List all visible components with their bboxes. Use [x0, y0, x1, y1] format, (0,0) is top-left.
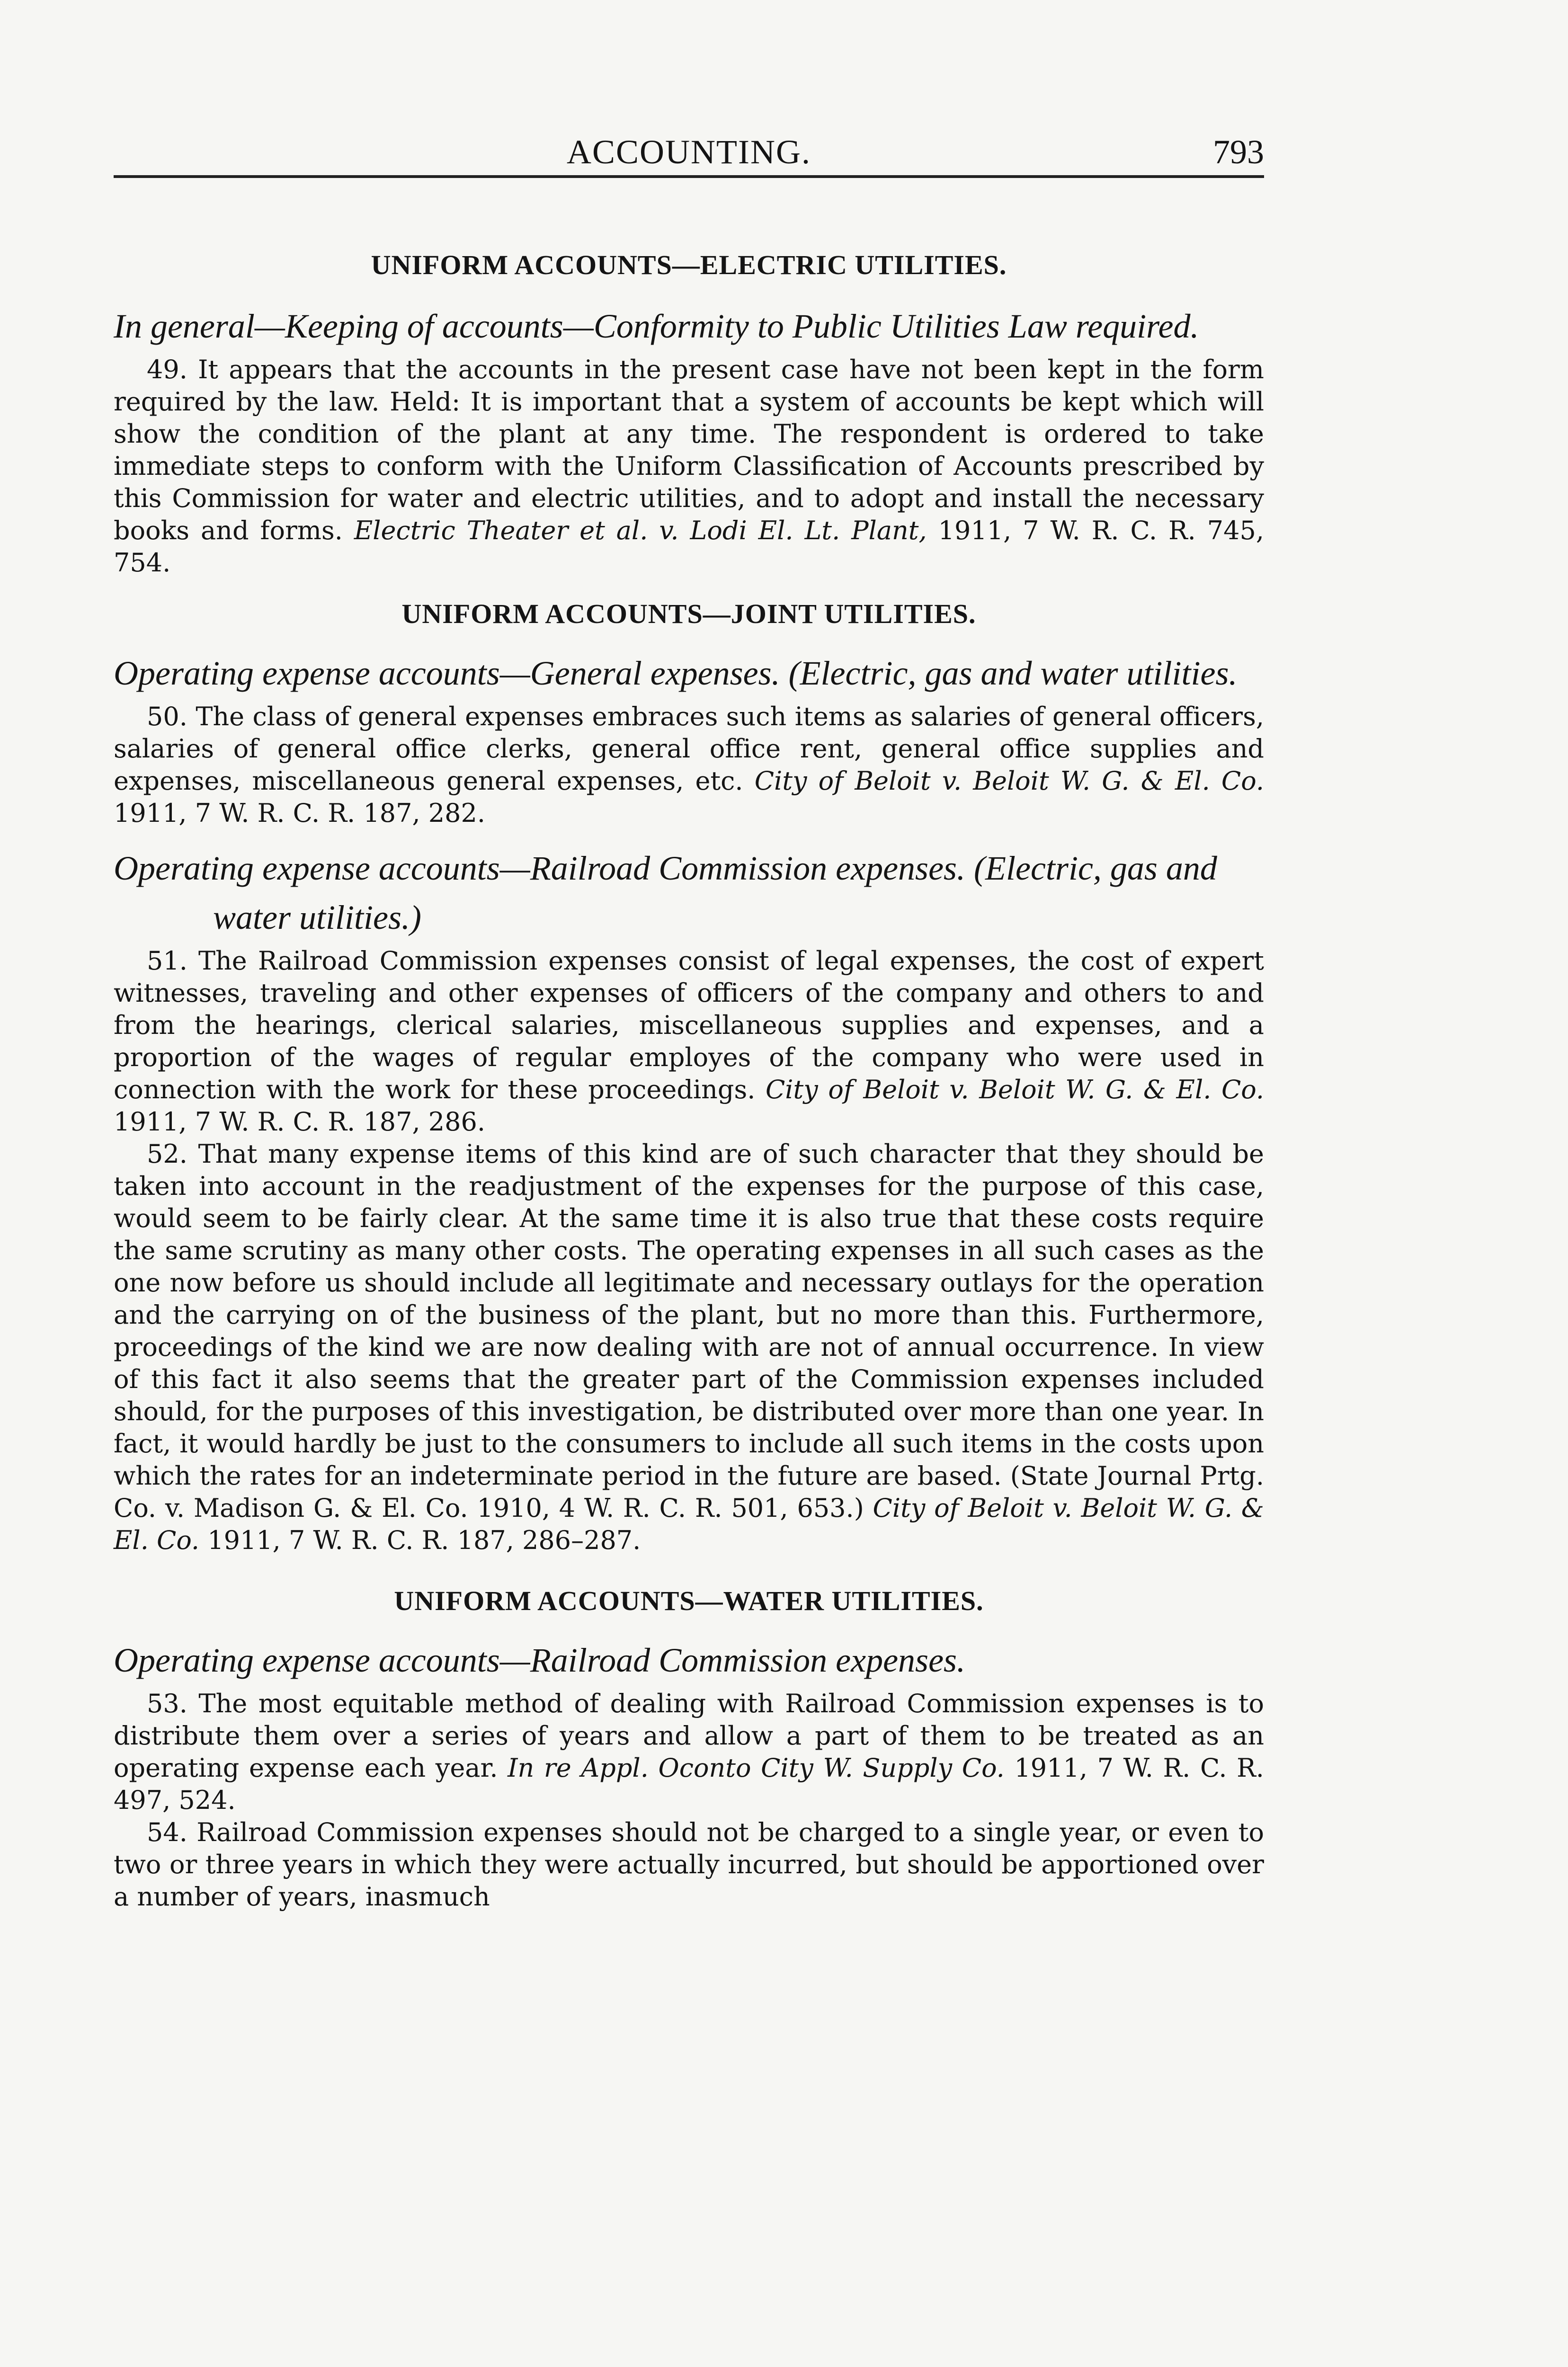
- citation: In re Appl. Oconto City W. Supply Co.: [508, 1753, 1005, 1783]
- paragraph-text: 53. The most equitable method of dealing with Railroad Commission expenses is to distribute them over a series of years and allow a part of them to be treated as an operating expense each year.: [114, 1689, 1264, 1783]
- paragraph-52: [114, 1138, 1264, 1557]
- paragraph-text: 52. That many expense items of this kind are of such character that they should be taken into account in the readjustment of the expenses for the purpose of this case, would seem to be fairly clear. At the same time it is also true that these costs require the same scrutiny as many other costs. The operating expenses in all such cases as the one now before us should include all legitimate and necessary outlays for the operation and the carrying on of the business of the plant, but no more than this. Furthermore, proceedings of the kind we are now dealing with are not of annual occurrence. In view of this fact it also seems that the greater part of the Commission expenses included should, for the purposes of this investigation, be distributed over more than one year. In fact, it would hardly be just to the consumers to include all such items in the costs upon which the rates for an indeterminate period in the future are based. (State Journal Prtg. Co. v. Madison G. & El. Co. 1910, 4 W. R. C. R. 501, 653.): [114, 1139, 1264, 1523]
- citation: City of Beloit v. Beloit W. G. & El. Co.: [765, 1075, 1264, 1104]
- citation-tail: 1911, 7 W. R. C. R. 187, 282.: [114, 798, 486, 828]
- subheading-joint-commission: Operating expense accounts—Railroad Commission expenses. (Electric, gas and water utilities.): [114, 849, 1217, 936]
- section-heading-electric: UNIFORM ACCOUNTS—ELECTRIC UTILITIES.: [371, 249, 1007, 280]
- paragraph-text: 51. The Railroad Commission expenses consist of legal expenses, the cost of expert witnesses, traveling and other expenses of officers of the company and others to and from the hearings, clerical salaries, miscellaneous supplies and expenses, and a proportion of the wages of regular employes of the company who were used in connection with the work for these proceedings.: [114, 946, 1264, 1104]
- paragraph-49: [114, 354, 1264, 579]
- citation-tail: 1911, 7 W. R. C. R. 187, 286–287.: [207, 1525, 641, 1555]
- paragraph-text: 49. It appears that the accounts in the present case have not been kept in the form required by the law. Held: It is important that a system of accounts be kept which will show the condition of the plant at any time. The respondent is ordered to take immediate steps to conform with the Uniform Classification of Accounts prescribed by this Commission for water and electric utilities, and to adopt and install the necessary books and forms.: [114, 355, 1264, 545]
- running-title: ACCOUNTING.: [567, 133, 811, 171]
- citation: Electric Theater et al. v. Lodi El. Lt. Plant,: [354, 516, 927, 545]
- citation-tail: 1911, 7 W. R. C. R. 745, 754.: [114, 516, 1265, 578]
- citation: City of Beloit v. Beloit W. G. & El. Co.: [754, 766, 1264, 796]
- paragraph-text: 54. Railroad Commission expenses should not be charged to a single year, or even to two or three years in which they were actually incurred, but should be apportioned over a number of years, inasmuch: [114, 1817, 1264, 1912]
- paragraph-53: [114, 1688, 1264, 1816]
- citation: City of Beloit v. Beloit W. G. & El. Co.: [114, 1493, 1264, 1555]
- paragraph-51: [114, 945, 1264, 1138]
- section-heading-water: UNIFORM ACCOUNTS—WATER UTILITIES.: [394, 1585, 984, 1616]
- citation-tail: 1911, 7 W. R. C. R. 187, 286.: [114, 1107, 486, 1137]
- paragraph-text: 50. The class of general expenses embraces such items as salaries of general officers, salaries of general office clerks, general office rent, general office supplies and expenses, miscellaneous general expenses, etc.: [114, 702, 1264, 796]
- paragraph-54: [114, 1816, 1264, 1913]
- citation-tail: 1911, 7 W. R. C. R. 497, 524.: [114, 1753, 1264, 1815]
- subheading-water-commission: Operating expense accounts—Railroad Commission expenses.: [114, 1641, 966, 1679]
- page-header: [114, 118, 1264, 178]
- subheading-electric-general: In general—Keeping of accounts—Conformity to Public Utilities Law required.: [114, 307, 1199, 345]
- subheading-joint-general: Operating expense accounts—General expenses. (Electric, gas and water utilities.: [114, 654, 1238, 692]
- paragraph-50: [114, 701, 1264, 829]
- page-number: 793: [1213, 133, 1264, 171]
- page: [114, 118, 1264, 2343]
- section-heading-joint: UNIFORM ACCOUNTS—JOINT UTILITIES.: [401, 598, 976, 629]
